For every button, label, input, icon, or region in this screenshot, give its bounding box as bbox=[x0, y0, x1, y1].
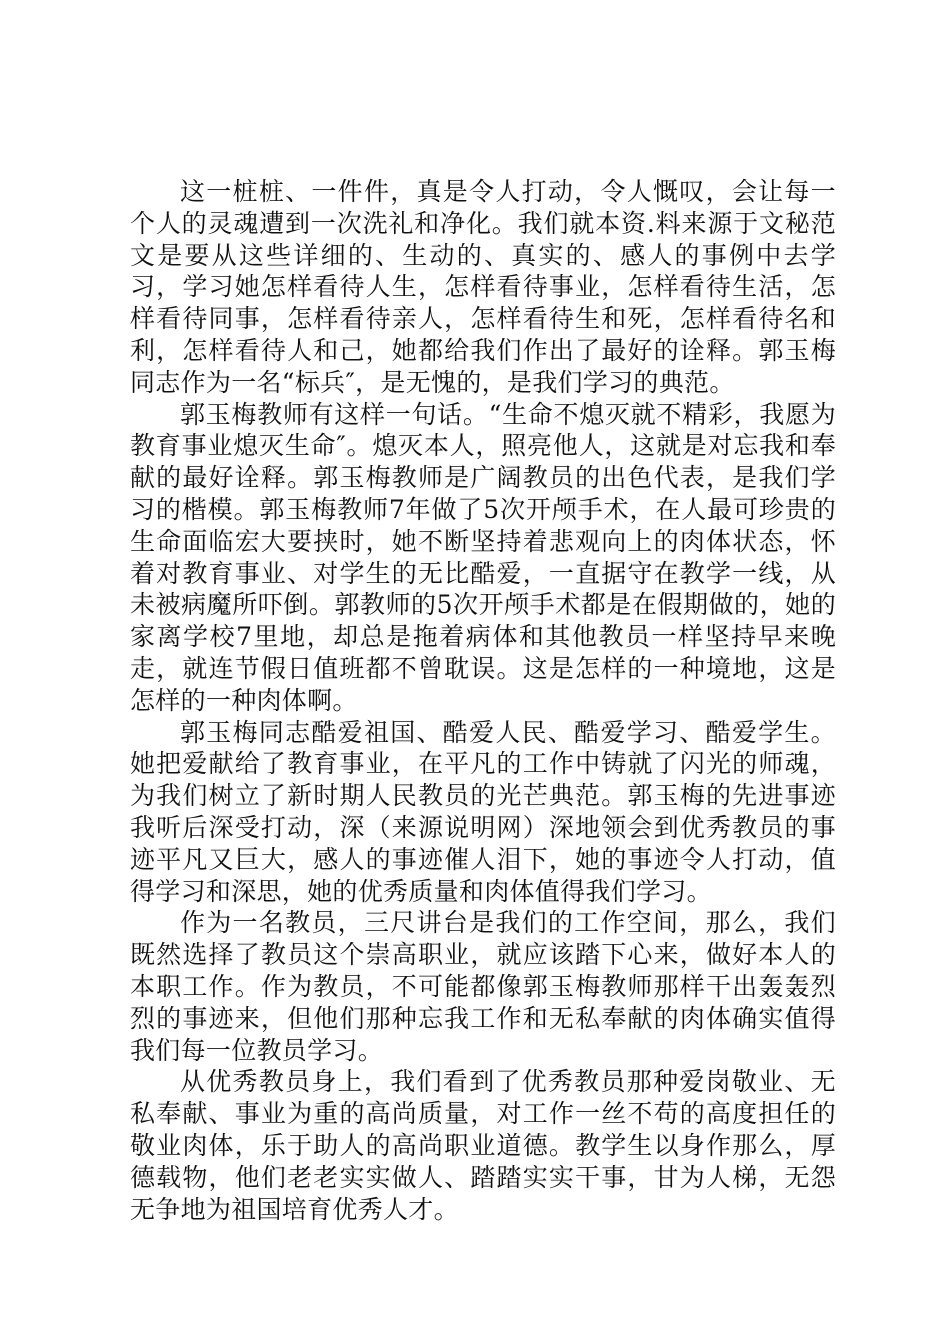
paragraph-1: 这一桩桩、一件件，真是令人打动，令人慨叹，会让每一个人的灵魂遭到一次洗礼和净化。我们就本资.料来源于文秘范文是要从这些详细的、生动的、真实的、感人的事例中去学习，学习她怎样看待人生，怎样看待事业，怎样看待生活，怎样看待同事，怎样看待亲人，怎样看待生和死，怎样看待名和利，怎样看待人和己，她都给我们作出了最好的诠释。郭玉梅同志作为一名“标兵″，是无愧的，是我们学习的典范。 bbox=[130, 177, 836, 397]
paragraph-3: 郭玉梅同志酷爱祖国、酷爱人民、酷爱学习、酷爱学生。她把爱献给了教育事业，在平凡的工作中铸就了闪光的师魂，为我们树立了新时期人民教员的光芒典范。郭玉梅的先进事迹我听后深受打动，深（来源说明网）深地领会到优秀教员的事迹平凡又巨大，感人的事迹催人泪下，她的事迹令人打动，值得学习和深思，她的优秀质量和肉体值得我们学习。 bbox=[130, 717, 836, 906]
paragraph-4: 作为一名教员，三尺讲台是我们的工作空间，那么，我们既然选择了教员这个崇高职业，就应该踏下心来，做好本人的本职工作。作为教员，不可能都像郭玉梅教师那样干出轰轰烈烈的事迹来，但他们那种忘我工作和无私奉献的肉体确实值得我们每一位教员学习。 bbox=[130, 908, 836, 1065]
paragraph-2: 郭玉梅教师有这样一句话。“生命不熄灭就不精彩，我愿为教育事业熄灭生命″。熄灭本人，照亮他人，这就是对忘我和奉献的最好诠释。郭玉梅教师是广阔教员的出色代表，是我们学习的楷模。郭玉梅教师7年做了5次开颅手术，在人最可珍贵的生命面临宏大要挟时，她不断坚持着悲观向上的肉体状态，怀着对教育事业、对学生的无比酷爱，一直据守在教学一线，从未被病魔所吓倒。郭教师的5次开颅手术都是在假期做的，她的家离学校7里地，却总是拖着病体和其他教员一样坚持早来晚走，就连节假日值班都不曾耽误。这是怎样的一种境地，这是怎样的一种肉体啊。 bbox=[130, 399, 836, 715]
paragraph-5: 从优秀教员身上，我们看到了优秀教员那种爱岗敬业、无私奉献、事业为重的高尚质量，对工作一丝不苟的高度担任的敬业肉体，乐于助人的高尚职业道德。教学生以身作那么，厚德载物，他们老老实实做人、踏踏实实干事，甘为人梯，无怨无争地为祖国培育优秀人才。 bbox=[130, 1067, 836, 1224]
document-body bbox=[130, 176, 836, 1225]
